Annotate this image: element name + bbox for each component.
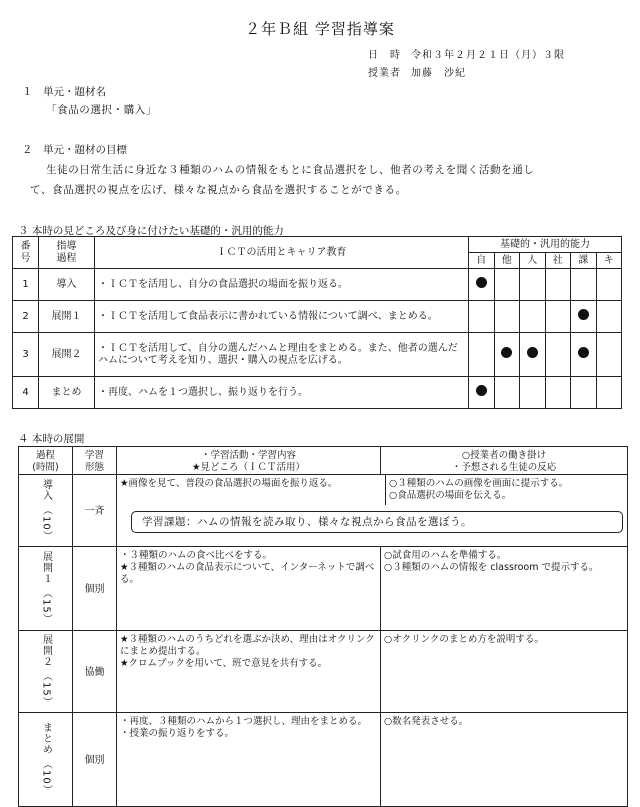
stage-cell xyxy=(19,713,73,807)
row-num: 4 xyxy=(13,377,39,409)
header-activity-line1: ・学習活動・学習内容 xyxy=(200,450,296,461)
row-ict-text: ・ＩＣＴを活用し、自分の食品選択の場面を振り返る。 xyxy=(95,269,469,301)
ability-cell-2 xyxy=(520,333,546,377)
filled-dot-icon xyxy=(578,309,589,320)
lesson-flow-row xyxy=(19,475,628,547)
ability-cell-5 xyxy=(596,377,622,409)
row-process: 展開１ xyxy=(39,301,95,333)
learning-form: 一斉 xyxy=(73,475,117,547)
header-form: 学習 形態 xyxy=(73,447,117,475)
header-activity xyxy=(117,447,381,475)
document-title: ２年Ｂ組 学習指導案 xyxy=(245,20,395,38)
stage-name: 展開２ xyxy=(40,634,52,668)
section2-line2: て、食品選択の視点を広げ、様々な視点から食品を選択することができる。 xyxy=(30,184,407,196)
teacher-label: 授業者 xyxy=(368,68,401,79)
learning-form: 個別 xyxy=(73,547,117,631)
ability-cell-2 xyxy=(520,301,546,333)
support-text: ○試食用のハムを準備する。 ○３種類のハムの情報を classroom で提示する。 xyxy=(381,547,628,631)
filled-dot-icon xyxy=(501,347,512,358)
teacher-name: 加藤 沙紀 xyxy=(411,68,466,79)
stage-time-value: 10 xyxy=(40,770,52,785)
header-ict-career: ＩＣＴの活用とキャリア教育 xyxy=(95,237,469,269)
intro-merged-cell xyxy=(117,475,628,547)
filled-dot-icon xyxy=(527,347,538,358)
support-text: ○オクリンクのまとめ方を説明する。 xyxy=(381,631,628,713)
ability-cell-1 xyxy=(494,377,520,409)
stage-cell xyxy=(19,475,73,547)
header-abilities: 基礎的・汎用的能力 xyxy=(469,237,622,253)
row-ict-text: ・ＩＣＴを活用して、自分の選んだハムと理由をまとめる。また、他者の選んだハムについて考えを知り、選択・購入の視点を広げる。 xyxy=(95,333,469,377)
stage-time-value: 15 xyxy=(40,682,52,697)
date-label: 日 時 xyxy=(368,50,401,61)
ability-cell-1 xyxy=(494,333,520,377)
section2-line1: 生徒の日常生活に身近な３種類のハムの情報をもとに食品選択をし、他者の考えを聞く活動を通し xyxy=(46,164,535,176)
stage-time-value: 15 xyxy=(40,599,52,614)
ability-col-header: 社 xyxy=(545,253,571,269)
abilities-row xyxy=(13,269,622,301)
row-num: 1 xyxy=(13,269,39,301)
activity-text: ★３種類のハムのうちどれを選ぶか決め、理由はオクリンクにまとめ提出する。 ★クロムブックを用いて、班で意見を共有する。 xyxy=(117,631,381,713)
support-text: ○数名発表させる。 xyxy=(381,713,628,807)
date-value: 令和３年２月２１日（月）３限 xyxy=(411,50,565,61)
stage-time: （15） xyxy=(40,671,52,708)
lesson-flow-row xyxy=(19,631,628,713)
ability-cell-5 xyxy=(596,269,622,301)
stage-name: まとめ xyxy=(40,722,52,756)
header-process: 指導 過程 xyxy=(39,237,95,269)
row-process: 展開２ xyxy=(39,333,95,377)
section4-heading: ４ 本時の展開 xyxy=(18,433,85,445)
header-process-time: 過程 (時間) xyxy=(19,447,73,475)
activity-text: ・再度、３種類のハムから１つ選択し、理由をまとめる。 ・授業の振り返りをする。 xyxy=(117,713,381,807)
filled-dot-icon xyxy=(578,347,589,358)
activity-text: ★画像を見て、普段の食品選択の場面を振り返る。 xyxy=(117,475,386,505)
row-num: 3 xyxy=(13,333,39,377)
section2-heading: ２ 単元・題材の目標 xyxy=(22,144,127,156)
stage-time: （15） xyxy=(40,588,52,625)
stage-name: 展開１ xyxy=(40,551,52,585)
section1-heading: １ 単元・題材名 xyxy=(22,86,106,98)
stage-time: （10） xyxy=(40,759,52,796)
ability-cell-5 xyxy=(596,333,622,377)
row-ict-text: ・再度、ハムを１つ選択し、振り返りを行う。 xyxy=(95,377,469,409)
ability-col-header: 自 xyxy=(469,253,495,269)
ability-col-header: 他 xyxy=(494,253,520,269)
ability-col-header: キ xyxy=(596,253,622,269)
stage-time-value: 10 xyxy=(40,515,52,531)
filled-dot-icon xyxy=(476,385,487,396)
header-support-line2: ・予想される生徒の反応 xyxy=(451,462,557,473)
ability-cell-3 xyxy=(545,377,571,409)
stage-time: （10） xyxy=(40,504,52,542)
abilities-row xyxy=(13,333,622,377)
ability-cell-0 xyxy=(469,377,495,409)
ability-cell-3 xyxy=(545,269,571,301)
ability-cell-3 xyxy=(545,301,571,333)
ability-cell-0 xyxy=(469,269,495,301)
row-process: 導入 xyxy=(39,269,95,301)
ability-col-header: 課 xyxy=(571,253,597,269)
lesson-flow-row xyxy=(19,547,628,631)
ability-cell-5 xyxy=(596,301,622,333)
stage-cell xyxy=(19,631,73,713)
abilities-row xyxy=(13,377,622,409)
learning-task-box: 学習課題：ハムの情報を読み取り、様々な視点から食品を選ぼう。 xyxy=(131,511,623,533)
ability-cell-3 xyxy=(545,333,571,377)
header-activity-line2: ★見どころ（ＩＣＴ活用） xyxy=(191,462,306,473)
stage-cell xyxy=(19,547,73,631)
abilities-row xyxy=(13,301,622,333)
ability-cell-0 xyxy=(469,301,495,333)
ability-cell-2 xyxy=(520,269,546,301)
ability-cell-2 xyxy=(520,377,546,409)
learning-form: 協働 xyxy=(73,631,117,713)
row-ict-text: ・ＩＣＴを活用して食品表示に書かれている情報について調べ、まとめる。 xyxy=(95,301,469,333)
ability-cell-4 xyxy=(571,377,597,409)
ability-cell-4 xyxy=(571,269,597,301)
abilities-table xyxy=(12,236,622,409)
section1-body: 「食品の選択・購入」 xyxy=(46,104,157,116)
filled-dot-icon xyxy=(476,277,487,288)
ability-cell-0 xyxy=(469,333,495,377)
ability-cell-4 xyxy=(571,333,597,377)
learning-form: 個別 xyxy=(73,713,117,807)
ability-cell-4 xyxy=(571,301,597,333)
section3-heading: ３ 本時の見どころ及び身に付けたい基礎的・汎用的能力 xyxy=(18,225,284,237)
header-support xyxy=(381,447,628,475)
lesson-flow-row xyxy=(19,713,628,807)
teacher-line xyxy=(368,64,476,79)
ability-col-header: 人 xyxy=(520,253,546,269)
header-support-line1: ○授業者の働き掛け xyxy=(461,450,547,461)
header-num: 番 号 xyxy=(13,237,39,269)
support-text: ○３種類のハムの画像を画面に提示する。 ○食品選択の場面を伝える。 xyxy=(389,478,569,501)
ability-cell-1 xyxy=(494,269,520,301)
row-num: 2 xyxy=(13,301,39,333)
date-line xyxy=(368,46,575,61)
lesson-flow-table xyxy=(18,446,628,807)
stage-name: 導入 xyxy=(40,478,52,501)
activity-text: ・３種類のハムの食べ比べをする。 ★３種類のハムの食品表示について、インターネットで調べる。 xyxy=(117,547,381,631)
row-process: まとめ xyxy=(39,377,95,409)
ability-cell-1 xyxy=(494,301,520,333)
